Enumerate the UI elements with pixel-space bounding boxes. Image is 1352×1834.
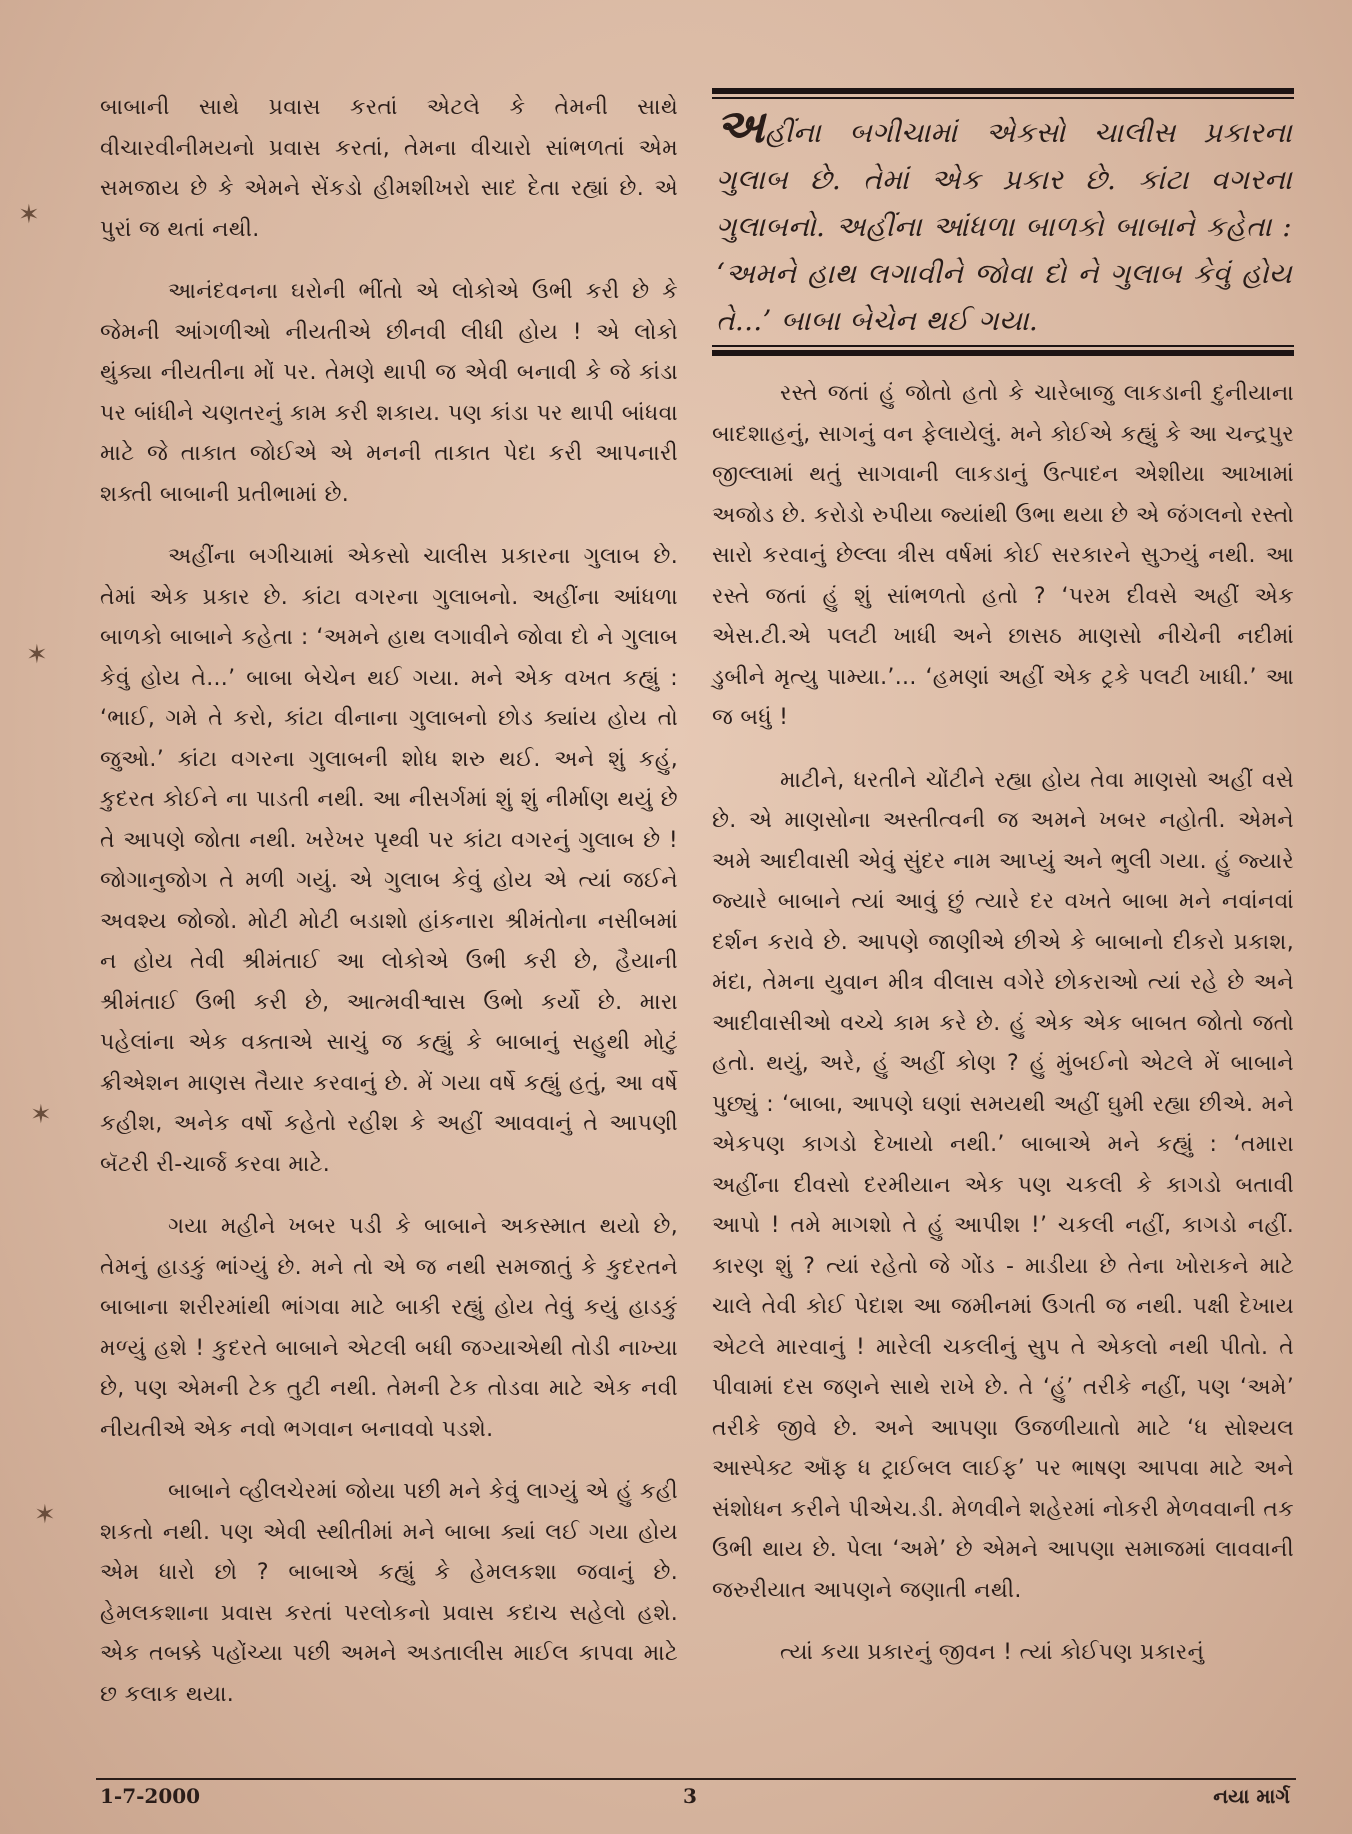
star-mark-icon: ✶ bbox=[30, 1100, 52, 1130]
page-number: 3 bbox=[683, 1784, 697, 1808]
body-paragraph: રસ્તે જતાં હું જોતો હતો કે ચારેબાજુ લાકડાની દુનીયાના બાદશાહનું, સાગનું વન ફેલાયેલું. મને કોઈએ કહ્યું કે આ ચન્દ્રપુર જીલ્લામાં થતું સાગવાની લાકડાનું ઉત્પાદન એશીયા આખામાં અજોડ છે. કરોડો રુપીયા જ્યાંથી ઉભા થયા છે એ જંગલનો રસ્તો સારો કરવાનું છેલ્લા ત્રીસ વર્ષમાં કોઈ સરકારને સુઝ્યું નથી. આ રસ્તે જતાં હું શું સાંભળતો હતો ? ‘પરમ દીવસે અહીં એક એસ.ટી.એ પલટી ખાધી અને છાસઠ માણસો નીચેની નદીમાં ડુબીને મૃત્યુ પામ્યા.’... ‘હમણાં અહીં એક ટ્રકે પલટી ખાધી.’ આ જ બધું ! bbox=[712, 381, 1294, 730]
body-paragraph: ગયા મહીને ખબર પડી કે બાબાને અકસ્માત થયો છે, તેમનું હાડકું ભાંગ્યું છે. મને તો એ જ નથી સમજાતું કે કુદરતને બાબાના શરીરમાંથી ભાંગવા માટે બાકી રહ્યું હોય તેવું કયું હાડકું મળ્યું હશે ! કુદરતે બાબાને એટલી બધી જગ્યાએથી તોડી નાખ્યા છે, પણ એમની ટેક તુટી નથી. તેમની ટેક તોડવા માટે એક નવી નીયતીએ એક નવો ભગવાન બનાવવો પડશે. bbox=[100, 1214, 678, 1442]
footer-divider bbox=[96, 1778, 1296, 1780]
star-mark-icon: ✶ bbox=[18, 200, 40, 230]
left-column bbox=[100, 88, 678, 1737]
body-paragraph: બાબાને વ્હીલચેરમાં જોયા પછી મને કેવું લાગ્યું એ હું કહી શકતો નથી. પણ એવી સ્થીતીમાં મને બાબા ક્યાં લઈ ગયા હોય એમ ધારો છો ? બાબાએ કહ્યું કે હેમલકશા જવાનું છે. હેમલકશાના પ્રવાસ કરતાં પરલોકનો પ્રવાસ કદાચ સહેલો હશે. એક તબક્કે પહોંચ્યા પછી અમને અડતાલીસ માઈલ કાપવા માટે છ કલાક થયા. bbox=[100, 1479, 678, 1707]
body-paragraph: અહીંના બગીચામાં એકસો ચાલીસ પ્રકારના ગુલાબ છે. તેમાં એક પ્રકાર છે. કાંટા વગરના ગુલાબનો. અહીંના આંધળા બાળકો બાબાને કહેતા : ‘અમને હાથ લગાવીને જોવા દો ને ગુલાબ કેવું હોય તે...’ બાબા બેચેન થઈ ગયા. મને એક વખત કહ્યું : ‘ભાઈ, ગમે તે કરો, કાંટા વીનાના ગુલાબનો છોડ ક્યાંય હોય તો જુઓ.’ કાંટા વગરના ગુલાબની શોધ શરુ થઈ. અને શું કહું, કુદરત કોઈને ના પાડતી નથી. આ નીસર્ગમાં શું શું નીર્માણ થયું છે તે આપણે જોતા નથી. ખરેખર પૃથ્વી પર કાંટા વગરનું ગુલાબ છે ! જોગાનુજોગ તે મળી ગયું. એ ગુલાબ કેવું હોય એ ત્યાં જઈને અવશ્ય જોજો. મોટી મોટી બડાશો હાંકનારા શ્રીમંતોના નસીબમાં ન હોય તેવી શ્રીમંતાઈ આ લોકોએ ઉભી કરી છે, હૈયાની શ્રીમંતાઈ ઉભી કરી છે, આત્મવીશ્વાસ ઉભો કર્યો છે. મારા પહેલાંના એક વક્તાએ સાચું જ કહ્યું કે બાબાનું સહુથી મોટું ક્રીએશન માણસ તૈયાર કરવાનું છે. મેં ગયા વર્ષે કહ્યું હતું, આ વર્ષે કહીશ, અનેક વર્ષો કહેતો રહીશ કે અહીં આવવાનું તે આપણી બૅટરી રી-ચાર્જ કરવા માટે. bbox=[100, 544, 678, 1177]
issue-date: 1-7-2000 bbox=[100, 1784, 201, 1808]
star-mark-icon: ✶ bbox=[26, 640, 48, 670]
pull-quote-body: હીંના બગીચામાં એકસો ચાલીસ પ્રકારના ગુલાબ છે. તેમાં એક પ્રકાર છે. કાંટા વગરના ગુલાબનો. અહીંના આંધળા બાળકો બાબાને કહેતા : ‘અમને હાથ લગાવીને જોવા દો ને ગુલાબ કેવું હોય તે...’ બાબા બેચેન થઈ ગયા. bbox=[716, 116, 1292, 337]
body-paragraph: બાબાની સાથે પ્રવાસ કરતાં એટલે કે તેમની સાથે વીચારવીનીમયનો પ્રવાસ કરતાં, તેમના વીચારો સાંભળતાં એમ સમજાય છે કે એમને સેંકડો હીમશીખરો સાદ દેતા રહ્યાં છે. એ પુરાં જ થતાં નથી. bbox=[100, 95, 678, 242]
body-paragraph: ત્યાં કયા પ્રકારનું જીવન ! ત્યાં કોઈપણ પ્રકારનું bbox=[780, 1640, 1205, 1665]
magazine-name: નયા માર્ગ bbox=[1213, 1784, 1290, 1808]
body-paragraph: માટીને, ધરતીને ચોંટીને રહ્યા હોય તેવા માણસો અહીં વસે છે. એ માણસોના અસ્તીત્વની જ અમને ખબર નહોતી. એમને અમે આદીવાસી એવું સુંદર નામ આપ્યું અને ભુલી ગયા. હું જ્યારે જ્યારે બાબાને ત્યાં આવું છું ત્યારે દર વખતે બાબા મને નવાંનવાં દર્શન કરાવે છે. આપણે જાણીએ છીએ કે બાબાનો દીકરો પ્રકાશ, મંદા, તેમના યુવાન મીત્ર વીલાસ વગેરે છોકરાઓ ત્યાં રહે છે અને આદીવાસીઓ વચ્ચે કામ કરે છે. હું એક એક બાબત જોતો જતો હતો. થયું, અરે, હું અહીં કોણ ? હું મુંબઈનો એટલે મેં બાબાને પુછ્યું : ‘બાબા, આપણે ઘણાં સમયથી અહીં ઘુમી રહ્યા છીએ. મને એકપણ કાગડો દેખાયો નથી.’ બાબાએ મને કહ્યું : ‘તમારા અહીંના દીવસો દરમીયાન એક પણ ચકલી કે કાગડો બતાવી આપો ! તમે માગશો તે હું આપીશ !’ ચકલી નહીં, કાગડો નહીં. કારણ શું ? ત્યાં રહેતો જે ગોંડ - માડીયા છે તેના ખોરાકને માટે ચાલે તેવી કોઈ પેદાશ આ જમીનમાં ઉગતી જ નથી. પક્ષી દેખાય એટલે મારવાનું ! મારેલી ચકલીનું સુપ તે એકલો નથી પીતો. તે પીવામાં દસ જણને સાથે રાખે છે. તે ‘હું’ તરીકે નહીં, પણ ‘અમે’ તરીકે જીવે છે. અને આપણા ઉજળીયાતો માટે ‘ધ સોશ્યલ આસ્પેક્ટ ઑફ ધ ટ્રાઈબલ લાઈફ’ પર ભાષણ આપવા માટે અને સંશોધન કરીને પીએચ.ડી. મેળવીને શહેરમાં નોકરી મેળવવાની તક ઉભી થાય છે. પેલા ‘અમે’ છે એમને આપણા સમાજમાં લાવવાની જરુરીયાત આપણને જણાતી નથી. bbox=[712, 767, 1294, 1603]
pull-quote bbox=[712, 88, 1294, 356]
pull-quote-text bbox=[716, 99, 1292, 344]
star-mark-icon: ✶ bbox=[34, 1500, 56, 1530]
drop-cap: અ bbox=[716, 99, 765, 153]
body-paragraph: આનંદવનના ઘરોની ભીંતો એ લોકોએ ઉભી કરી છે કે જેમની આંગળીઓ નીયતીએ છીનવી લીધી હોય ! એ લોકો થુંક્યા નીયતીના મોં પર. તેમણે થાપી જ એવી બનાવી કે જે કાંડા પર બાંધીને ચણતરનું કામ કરી શકાય. પણ કાંડા પર થાપી બાંધવા માટે જે તાકાત જોઈએ એ મનની તાકાત પેદા કરી આપનારી શક્તી બાબાની પ્રતીભામાં છે. bbox=[100, 279, 678, 507]
right-column bbox=[712, 88, 1294, 1696]
